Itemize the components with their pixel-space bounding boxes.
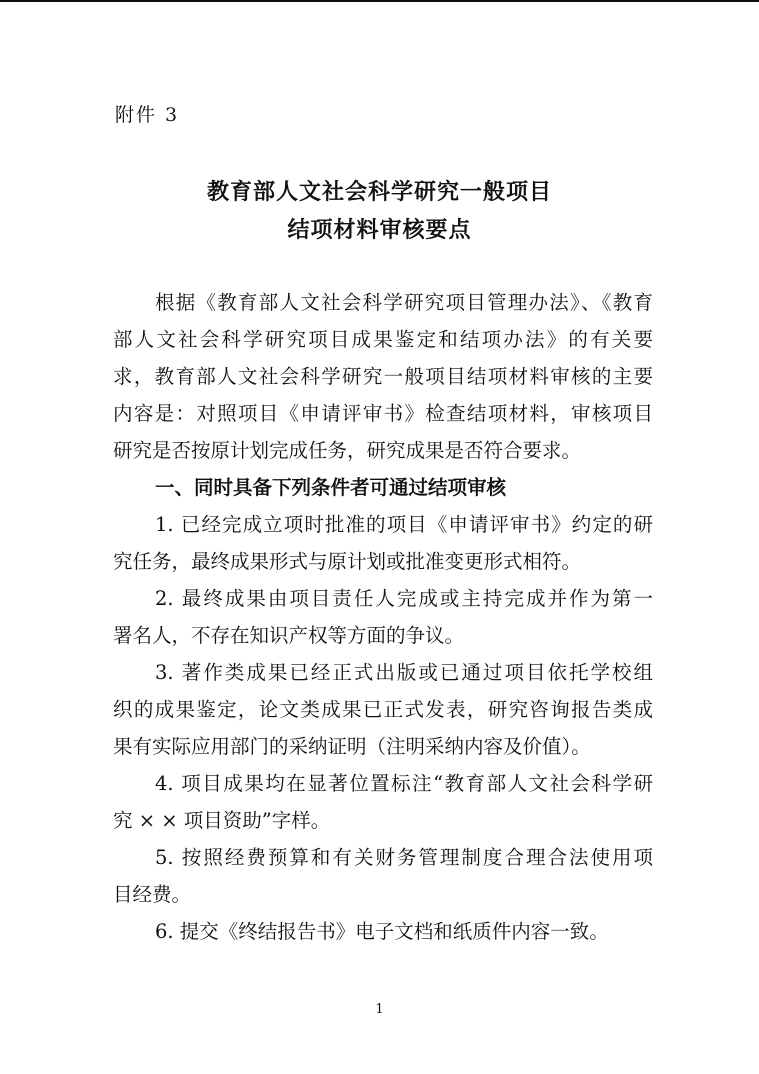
item-1-line-2: 究任务，最终成果形式与原计划或批准变更形式相符。 (113, 550, 582, 573)
top-border-line (0, 0, 759, 2)
section-heading-1: 一、同时具备下列条件者可通过结项审核 (155, 476, 507, 499)
item-5-line-1: 5. 按照经费预算和有关财务管理制度合理合法使用项 (155, 846, 653, 869)
item-3-line-2: 织的成果鉴定，论文类成果已正式发表，研究咨询报告类成 (113, 698, 653, 721)
item-5-line-2: 目经费。 (113, 883, 192, 906)
item-3-line-1: 3. 著作类成果已经正式出版或已通过项目依托学校组 (155, 661, 653, 684)
item-6-line-1: 6. 提交《终结报告书》电子文档和纸质件内容一致。 (155, 920, 609, 943)
intro-line-5: 研究是否按原计划完成任务，研究成果是否符合要求。 (113, 439, 582, 462)
item-2-line-2: 署名人，不存在知识产权等方面的争议。 (113, 624, 465, 647)
document-title-line-2: 结项材料审核要点 (287, 218, 472, 243)
item-4-line-1: 4. 项目成果均在显著位置标注“教育部人文社会科学研 (155, 772, 653, 795)
page-number: 1 (375, 1002, 384, 1017)
intro-line-4: 内容是：对照项目《申请评审书》检查结项材料，审核项目 (113, 402, 653, 425)
document-title-line-1: 教育部人文社会科学研究一般项目 (206, 180, 552, 205)
item-3-line-3: 果有实际应用部门的采纳证明（注明采纳内容及价值）。 (113, 735, 591, 758)
item-4-line-2: 究 × × 项目资助”字样。 (113, 809, 331, 832)
intro-line-3: 求，教育部人文社会科学研究一般项目结项材料审核的主要 (113, 365, 653, 388)
document-body (113, 284, 653, 950)
intro-line-2: 部人文社会科学研究项目成果鉴定和结项办法》的有关要 (113, 328, 653, 351)
attachment-label: 附件 3 (115, 104, 180, 126)
item-1-line-1: 1. 已经完成立项时批准的项目《申请评审书》约定的研 (155, 513, 653, 536)
item-2-line-1: 2. 最终成果由项目责任人完成或主持完成并作为第一 (155, 587, 653, 610)
intro-line-1: 根据《教育部人文社会科学研究项目管理办法》、《教育 (155, 291, 653, 314)
